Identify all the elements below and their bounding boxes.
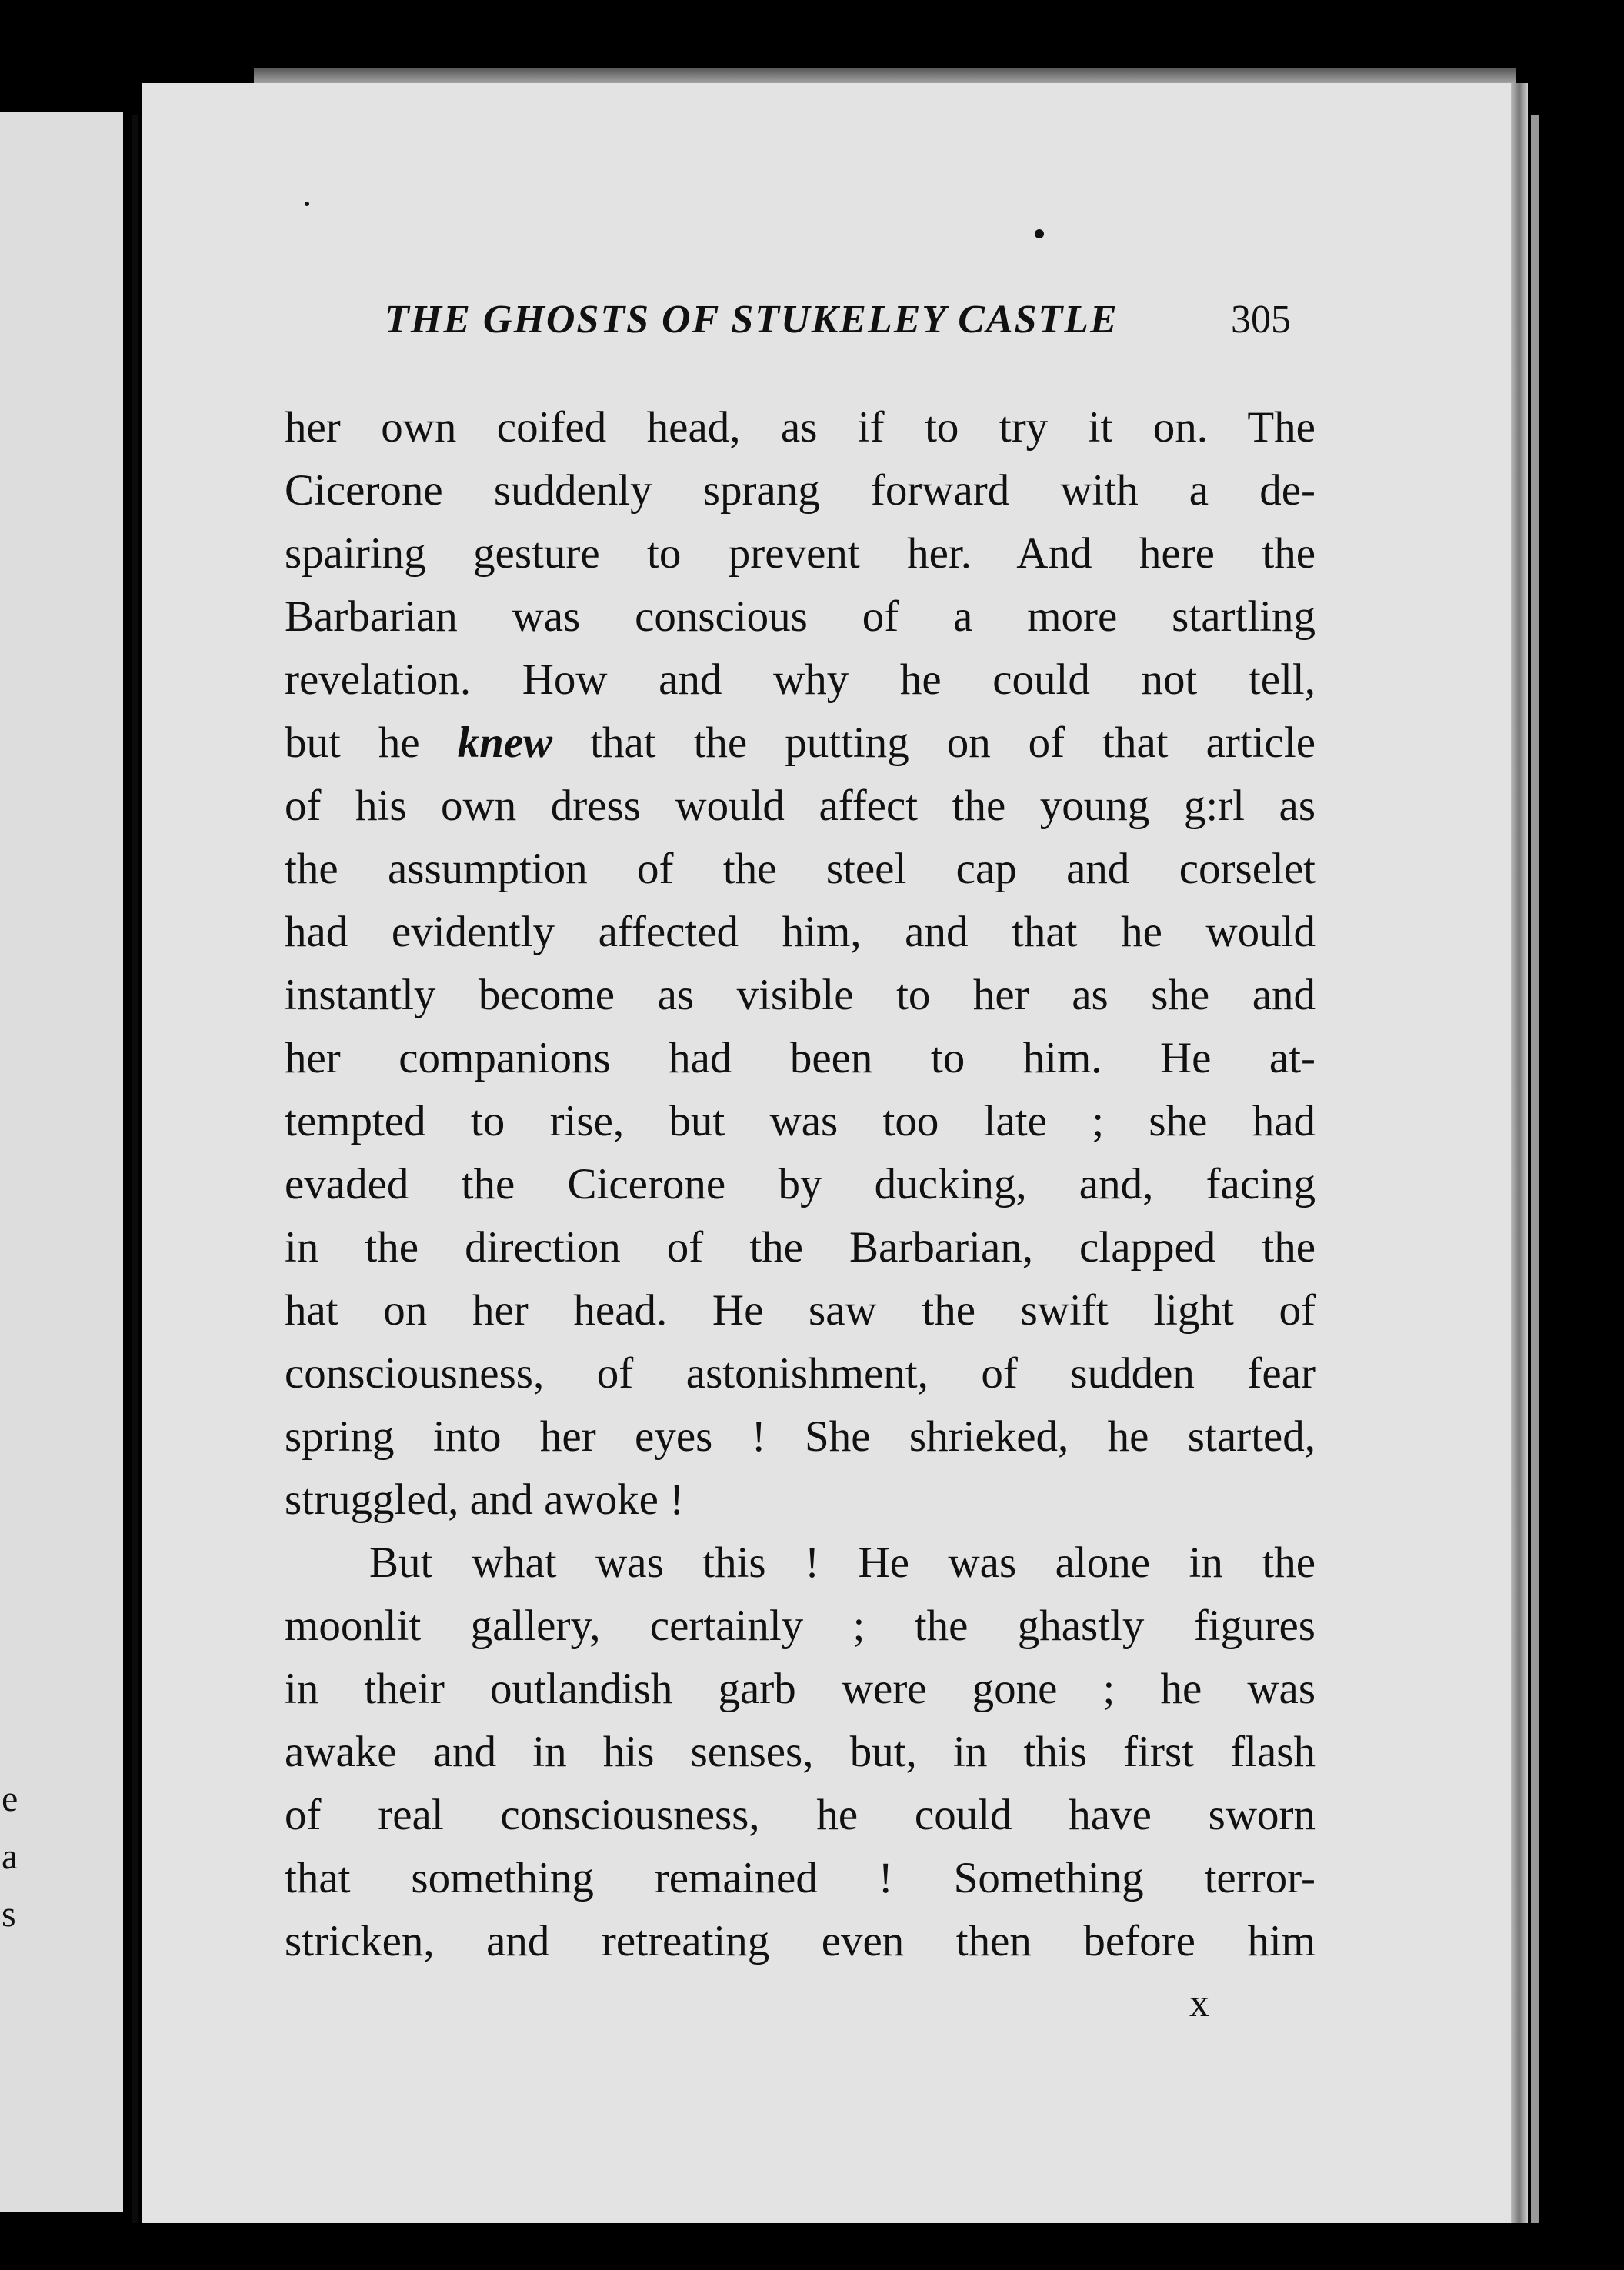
facing-page (0, 112, 123, 2212)
body-text (285, 396, 1316, 1973)
text-line: in the direction of the Barbarian, clapped the (285, 1223, 1316, 1272)
facing-page-fragment: s (2, 1894, 16, 1935)
facing-page-fragment: e (2, 1778, 18, 1819)
gutter-line (132, 115, 138, 2223)
page-right-edge (1511, 83, 1528, 2223)
running-head: THE GHOSTS OF STUKELEY CASTLE (385, 298, 1119, 342)
page-top-edge (254, 68, 1516, 85)
text-line: struggled, and awoke ! (285, 1475, 685, 1524)
text-line: spairing gesture to prevent her. And here the (285, 529, 1316, 578)
text-line: moonlit gallery, certainly ; the ghastly figures (285, 1602, 1316, 1650)
text-line: Cicerone suddenly sprang forward with a de- (285, 466, 1316, 515)
text-line: the assumption of the steel cap and corselet (285, 845, 1316, 893)
text-line: in their outlandish garb were gone ; he was (285, 1665, 1316, 1713)
text-line: Barbarian was conscious of a more startling (285, 592, 1316, 641)
facing-page-fragment: a (2, 1836, 18, 1877)
text-line: spring into her eyes ! She shrieked, he started, (285, 1412, 1316, 1461)
text-line: of real consciousness, he could have sworn (285, 1791, 1316, 1839)
text-span: but he (285, 718, 458, 767)
text-span: that the putting on of that article (552, 718, 1316, 767)
signature-mark: x (1189, 1982, 1209, 2025)
text-line: her companions had been to him. He at- (285, 1034, 1316, 1082)
text-line: that something remained ! Something terror- (285, 1854, 1316, 1902)
text-line: instantly become as visible to her as she and (285, 971, 1316, 1019)
text-line: had evidently affected him, and that he would (285, 908, 1316, 956)
page-right-edge-shadow (1531, 115, 1539, 2223)
text-line: her own coifed head, as if to try it on. The (285, 403, 1316, 452)
text-line (285, 712, 1316, 775)
text-line: evaded the Cicerone by ducking, and, facing (285, 1160, 1316, 1208)
text-line: stricken, and retreating even then before him (285, 1917, 1316, 1965)
text-line: of his own dress would affect the young g:rl as (285, 782, 1316, 830)
page-number: 305 (1231, 298, 1291, 342)
paper-speck (1035, 229, 1044, 238)
text-line: consciousness, of astonishment, of sudden fear (285, 1349, 1316, 1398)
text-line: revelation. How and why he could not tell, (285, 655, 1316, 704)
text-line: awake and in his senses, but, in this first flash (285, 1728, 1316, 1776)
text-line: hat on her head. He saw the swift light of (285, 1286, 1316, 1335)
text-line: But what was this ! He was alone in the (369, 1538, 1316, 1587)
paper-speck (305, 202, 309, 206)
italic-word: knew (457, 718, 553, 767)
text-line: tempted to rise, but was too late ; she had (285, 1097, 1316, 1145)
